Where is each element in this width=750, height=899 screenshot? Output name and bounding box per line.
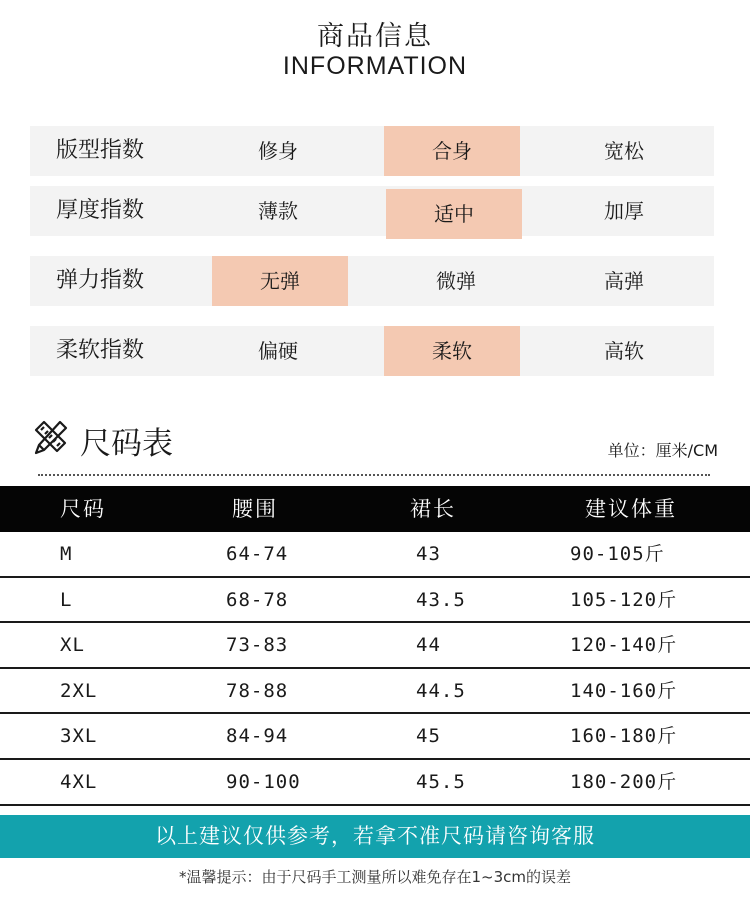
cell-weight: 105-120斤 — [570, 588, 678, 611]
index-option: 加厚 — [604, 199, 644, 223]
index-option: 薄款 — [258, 199, 298, 223]
cell-weight: 140-160斤 — [570, 679, 678, 702]
index-option: 修身 — [258, 139, 298, 163]
cell-waist: 73-83 — [226, 634, 289, 657]
size-table-header — [0, 486, 750, 532]
page-title-cn: 商品信息 — [317, 21, 433, 52]
index-option: 偏硬 — [258, 339, 298, 363]
dotted-divider — [38, 474, 710, 476]
cell-length: 44 — [416, 634, 441, 657]
cell-weight: 160-180斤 — [570, 725, 678, 748]
size-table-body — [0, 532, 750, 806]
index-option: 无弹 — [212, 256, 348, 306]
page-title-en: INFORMATION — [282, 52, 468, 80]
table-row — [0, 532, 750, 578]
table-row — [0, 760, 750, 806]
cell-length: 45.5 — [416, 770, 466, 793]
cell-waist: 68-78 — [226, 588, 289, 611]
cell-weight: 90-105斤 — [570, 543, 665, 565]
column-header-weight: 建议体重 — [585, 497, 677, 521]
index-label: 版型指数 — [56, 138, 145, 163]
cell-length: 45 — [416, 725, 441, 748]
cell-size: 4XL — [60, 770, 98, 793]
index-row-softness — [30, 326, 714, 376]
index-option: 适中 — [386, 189, 522, 239]
index-option: 高弹 — [604, 269, 644, 293]
cell-waist: 64-74 — [226, 543, 289, 565]
column-header-waist: 腰围 — [232, 497, 278, 521]
ruler-pencil-icon — [32, 416, 68, 460]
cell-size: M — [60, 543, 73, 565]
index-option: 微弹 — [436, 269, 476, 293]
index-row-elasticity — [30, 256, 714, 306]
table-row — [0, 578, 750, 624]
index-row-thickness — [30, 186, 714, 236]
index-label: 厚度指数 — [56, 198, 145, 223]
index-row-fit — [30, 126, 714, 176]
cell-size: XL — [60, 634, 85, 657]
size-chart-title: 尺码表 — [80, 426, 173, 462]
cell-length: 43 — [416, 543, 441, 565]
table-row — [0, 623, 750, 669]
column-header-length: 裙长 — [410, 497, 456, 521]
cell-size: L — [60, 588, 73, 611]
index-option: 宽松 — [604, 139, 644, 163]
index-option: 合身 — [384, 126, 520, 176]
cell-waist: 84-94 — [226, 725, 289, 748]
index-label: 弹力指数 — [56, 268, 145, 293]
cell-length: 44.5 — [416, 679, 466, 702]
index-option: 高软 — [604, 339, 644, 363]
index-option: 柔软 — [384, 326, 520, 376]
cell-length: 43.5 — [416, 588, 466, 611]
cell-weight: 180-200斤 — [570, 770, 678, 793]
cell-size: 2XL — [60, 679, 98, 702]
unit-label: 单位：厘米/CM — [607, 441, 718, 460]
cell-size: 3XL — [60, 725, 98, 748]
cell-weight: 120-140斤 — [570, 634, 678, 657]
cell-waist: 90-100 — [226, 770, 301, 793]
advice-banner: 以上建议仅供参考，若拿不准尺码请咨询客服 — [0, 815, 750, 858]
column-header-size: 尺码 — [60, 497, 106, 521]
table-row — [0, 714, 750, 760]
measurement-note: *温馨提示：由于尺码手工测量所以难免存在1~3cm的误差 — [178, 868, 572, 886]
cell-waist: 78-88 — [226, 679, 289, 702]
table-row — [0, 669, 750, 715]
index-label: 柔软指数 — [56, 338, 145, 363]
